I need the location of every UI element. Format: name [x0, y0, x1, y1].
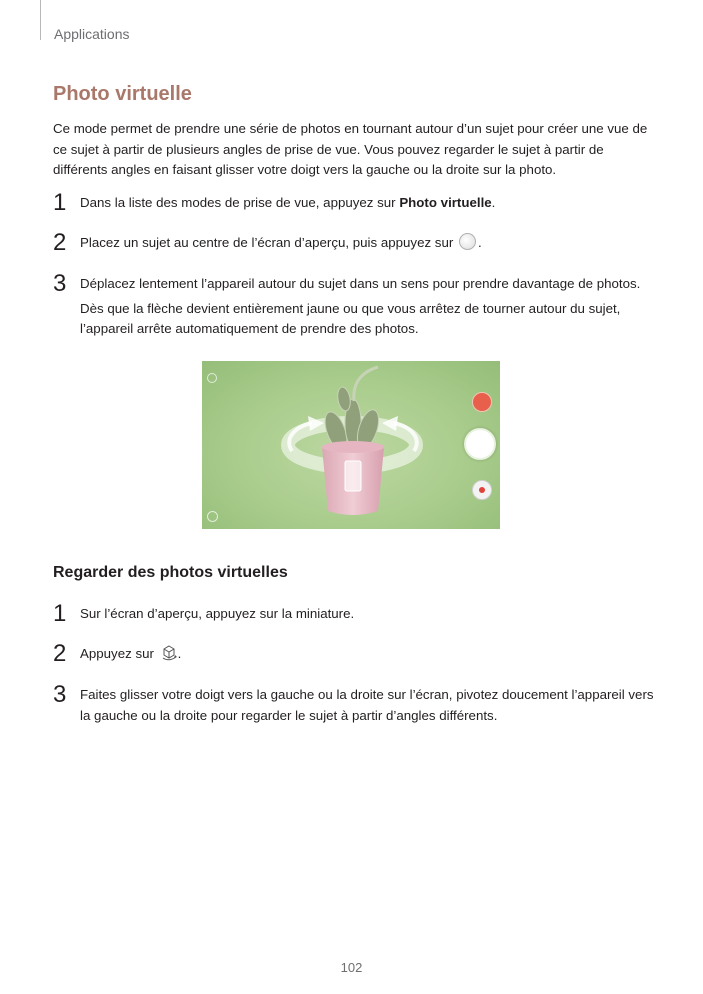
- gallery-thumbnail[interactable]: [207, 511, 218, 522]
- step-number: 2: [53, 229, 67, 256]
- step-3: [53, 270, 663, 340]
- step-text: Faites glisser votre doigt vers la gauche ou la droite sur l’écran, pivotez doucement l’appareil vers la gauche ou la droite pour regarder le sujet à partir d’angles différents.: [80, 687, 654, 723]
- step-text-end: .: [491, 195, 496, 210]
- view-step-1: [53, 600, 663, 627]
- settings-icon[interactable]: [207, 373, 217, 383]
- step-note: Dès que la flèche devient entièrement jaune ou que vous arrêtez de tourner autour du sujet, l’appareil arrête automatiquement de prendre des photos.: [80, 300, 621, 336]
- view-step-2: [53, 640, 663, 668]
- virtual-shot-icon[interactable]: [472, 392, 492, 412]
- step-text: Placez un sujet au centre de l’écran d’aperçu, puis appuyez sur: [80, 235, 457, 250]
- virtual-view-icon: [161, 645, 178, 668]
- step-text-end: .: [477, 235, 482, 250]
- cactus-scene: [202, 361, 500, 529]
- view-step-3: [53, 681, 663, 726]
- step-text: Déplacez lentement l’appareil autour du sujet dans un sens pour prendre davantage de photos.: [80, 276, 641, 291]
- step-number: 3: [53, 681, 67, 708]
- step-number: 1: [53, 189, 67, 216]
- mode-name: Photo virtuelle: [399, 195, 492, 210]
- header-rule: [40, 0, 41, 40]
- step-text-end: .: [177, 646, 182, 661]
- step-1: [53, 189, 663, 216]
- page-number: 102: [340, 960, 363, 975]
- shutter-icon: [459, 233, 476, 250]
- section-intro: Ce mode permet de prendre une série de photos en tournant autour d’un sujet pour créer une vue de ce sujet à partir de plusieurs angles de prise de vue. Vous pouvez regarder le sujet à partir de différents angles en faisant glisser votre doigt vers la gauche ou la droite sur la photo.: [53, 121, 648, 177]
- step-number: 2: [53, 640, 67, 667]
- shutter-button[interactable]: [464, 428, 496, 460]
- section-title: Photo virtuelle: [53, 83, 192, 105]
- step-text: Appuyez sur: [80, 646, 158, 661]
- step-2: [53, 229, 663, 256]
- chapter-header: Applications: [54, 26, 130, 42]
- step-text: Dans la liste des modes de prise de vue, appuyez sur: [80, 195, 400, 210]
- subsection-title: Regarder des photos virtuelles: [53, 564, 288, 581]
- step-number: 1: [53, 600, 67, 627]
- camera-preview-illustration: [202, 361, 500, 529]
- record-button[interactable]: [472, 480, 492, 500]
- step-text: Sur l’écran d’aperçu, appuyez sur la miniature.: [80, 606, 355, 621]
- step-number: 3: [53, 270, 67, 297]
